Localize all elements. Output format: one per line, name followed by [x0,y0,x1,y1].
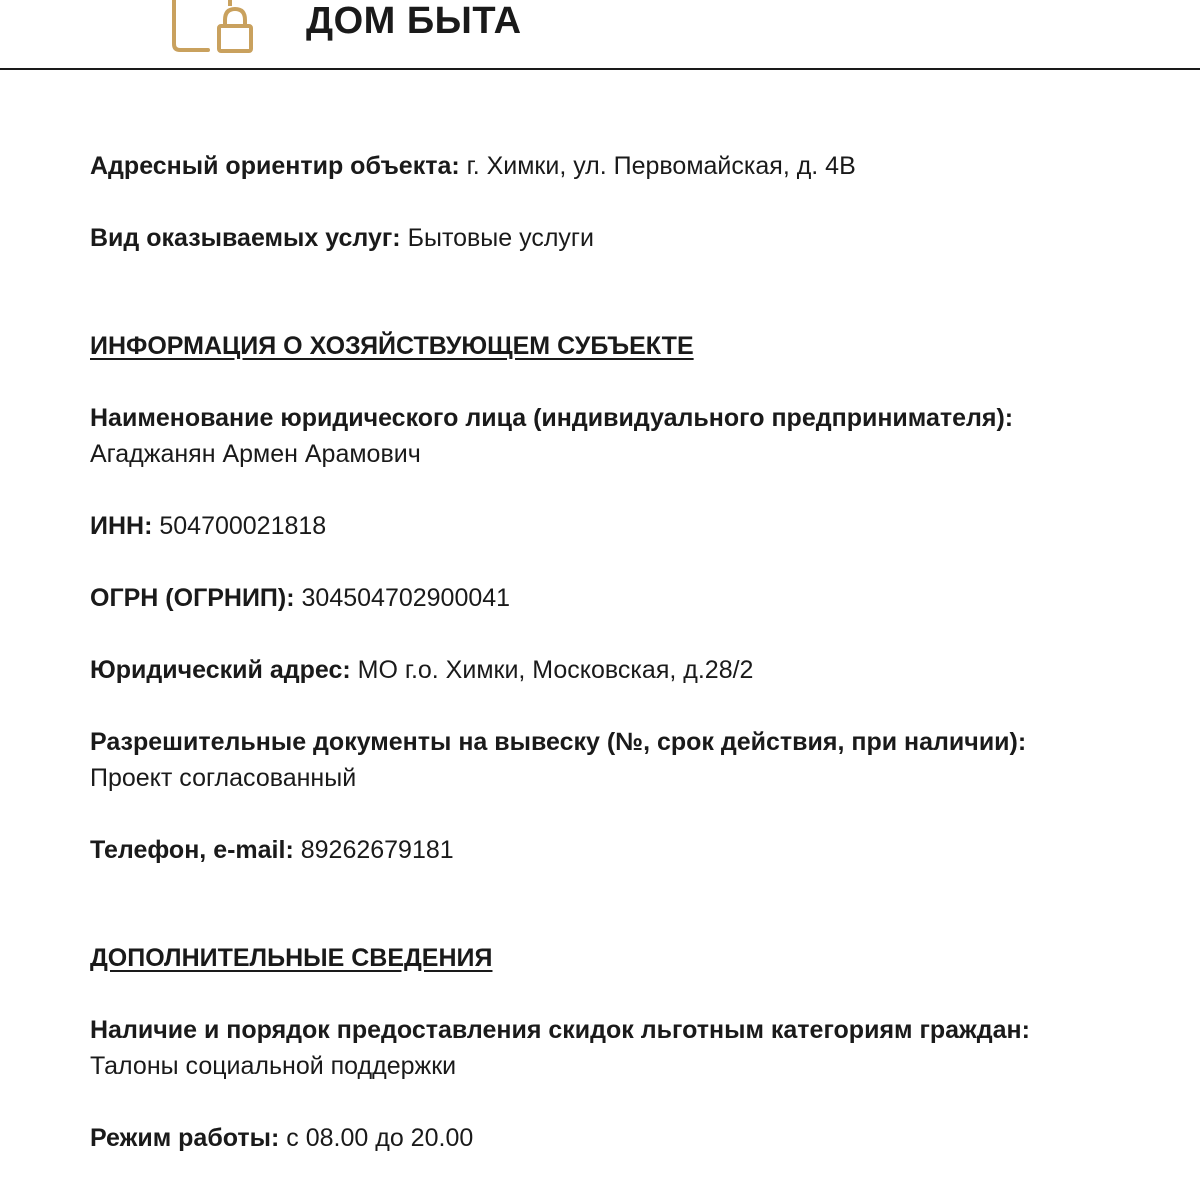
address-row [90,148,1140,184]
extra-section-title: ДОПОЛНИТЕЛЬНЫЕ СВЕДЕНИЯ [90,944,493,972]
contact-value: 89262679181 [300,836,454,864]
page-title: ДОМ БЫТА [306,0,522,42]
legal-address-label: Юридический адрес: [90,656,351,684]
address-label: Адресный ориентир объекта: [90,152,460,180]
services-row [90,220,1140,256]
services-value: Бытовые услуги [407,224,595,252]
hours-value: с 08.00 до 20.00 [286,1124,474,1152]
inn-label: ИНН: [90,512,153,540]
contact-row [90,832,1140,868]
inn-row [90,508,1140,544]
bag-lock-icon [164,0,256,60]
legal-address-value: МО г.о. Химки, Московская, д.28/2 [357,656,754,684]
entity-name-value: Агаджанян Армен Арамович [90,440,421,468]
ogrn-label: ОГРН (ОГРНИП): [90,584,295,612]
discounts-label: Наличие и порядок предоставления скидок льготным категориям граждан: [90,1016,1030,1044]
address-value: г. Химки, ул. Первомайская, д. 4В [466,152,856,180]
hours-label: Режим работы: [90,1124,280,1152]
entity-section-title: ИНФОРМАЦИЯ О ХОЗЯЙСТВУЮЩЕМ СУБЪЕКТЕ [90,332,694,360]
ogrn-value: 304504702900041 [301,584,511,612]
contact-label: Телефон, e-mail: [90,836,294,864]
legal-address-row [90,652,1140,688]
services-label: Вид оказываемых услуг: [90,224,401,252]
ogrn-row [90,580,1140,616]
inn-value: 504700021818 [159,512,327,540]
entity-name-label: Наименование юридического лица (индивидуального предпринимателя): [90,404,1014,432]
permits-label: Разрешительные документы на вывеску (№, срок действия, при наличии): [90,728,1027,756]
document-body [90,148,1140,1156]
header [0,0,1200,70]
hours-row [90,1120,1140,1156]
discounts-value: Талоны социальной поддержки [90,1052,457,1080]
permits-value: Проект согласованный [90,764,357,792]
